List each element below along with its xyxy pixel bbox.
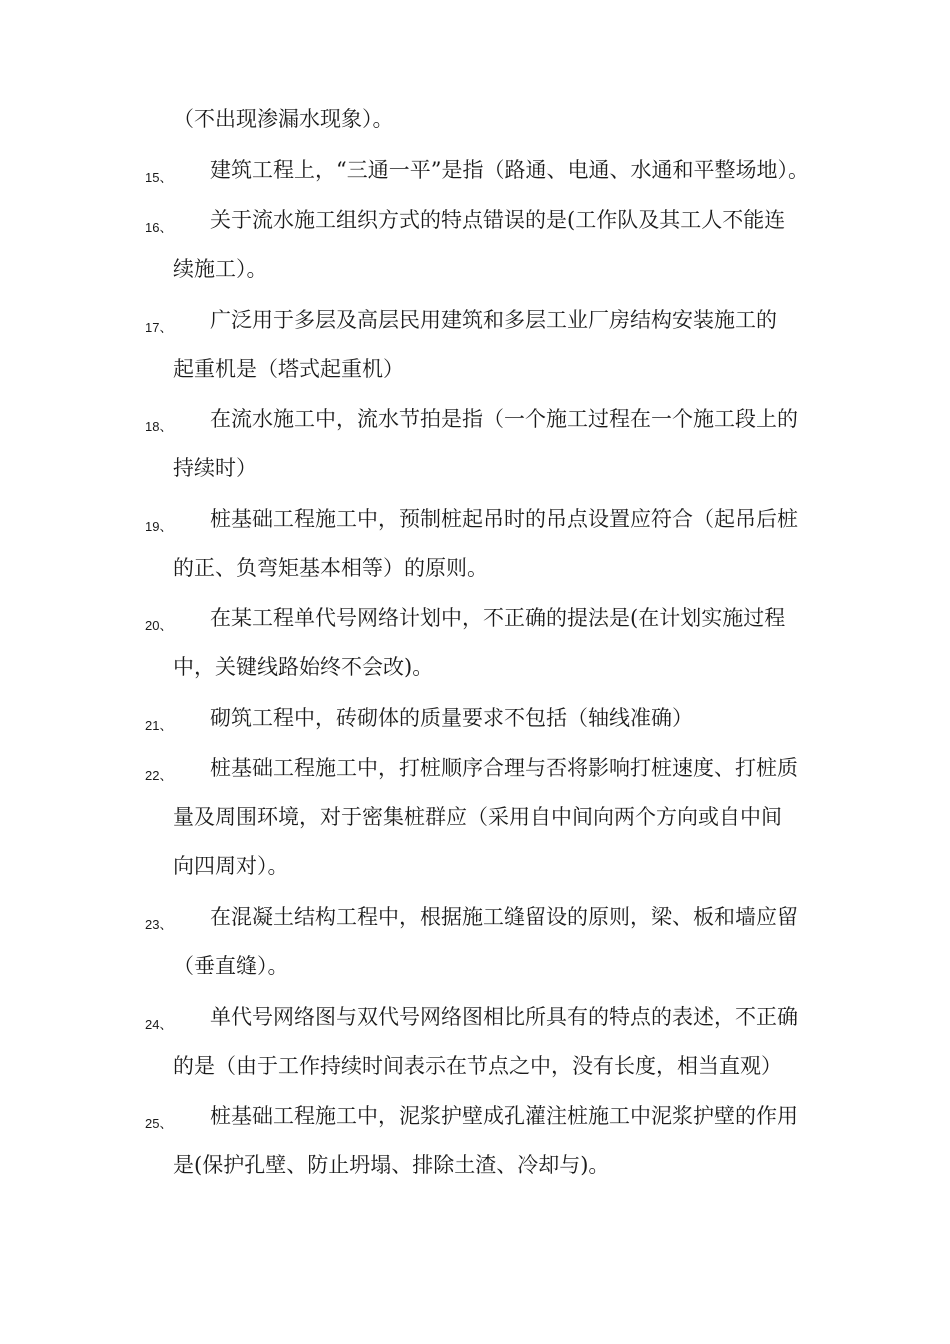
item-line: 是(保护孔壁、防止坍塌、排除土渣、冷却与)。 [173,1153,610,1177]
item-line: 持续时） [173,456,257,480]
item-number: 22、 [145,768,173,783]
item-line: 关于流水施工组织方式的特点错误的是(工作队及其工人不能连 [210,208,786,232]
item-number: 18、 [145,419,173,434]
item-line: （垂直缝）。 [173,954,289,978]
item-line: 砌筑工程中，砖砌体的质量要求不包括（轴线准确） [210,706,693,730]
item-line: 广泛用于多层及高层民用建筑和多层工业厂房结构安装施工的 [210,308,777,332]
item-line: 在流水施工中，流水节拍是指（一个施工过程在一个施工段上的 [210,407,798,431]
item-line: 单代号网络图与双代号网络图相比所具有的特点的表述，不正确 [210,1005,798,1029]
item-number: 21、 [145,718,173,733]
item-line: 续施工）。 [173,257,268,281]
item-line: 桩基础工程施工中，打桩顺序合理与否将影响打桩速度、打桩质 [210,756,798,780]
item-line: 的是（由于工作持续时间表示在节点之中，没有长度，相当直观） [173,1054,782,1078]
item-line: （不出现渗漏水现象）。 [173,107,394,131]
item-number: 15、 [145,170,173,185]
item-line: 桩基础工程施工中，预制桩起吊时的吊点设置应符合（起吊后桩 [210,507,798,531]
item-number: 19、 [145,519,173,534]
item-number: 16、 [145,220,173,235]
item-line: 在混凝土结构工程中，根据施工缝留设的原则，梁、板和墙应留 [210,905,798,929]
item-number: 25、 [145,1116,173,1131]
item-number: 24、 [145,1017,173,1032]
item-line: 的正、负弯矩基本相等）的原则。 [173,556,488,580]
item-line: 在某工程单代号网络计划中，不正确的提法是(在计划实施过程 [210,606,786,630]
item-line: 建筑工程上，“三通一平”是指（路通、电通、水通和平整场地）。 [210,158,809,182]
item-line: 向四周对）。 [173,854,289,878]
item-line: 量及周围环境，对于密集桩群应（采用自中间向两个方向或自中间 [173,805,782,829]
item-number: 23、 [145,917,173,932]
item-line: 桩基础工程施工中，泥浆护壁成孔灌注桩施工中泥浆护壁的作用 [210,1104,798,1128]
item-number: 20、 [145,618,173,633]
item-line: 中，关键线路始终不会改)。 [173,655,434,679]
item-number: 17、 [145,320,173,335]
item-line: 起重机是（塔式起重机） [173,357,404,381]
